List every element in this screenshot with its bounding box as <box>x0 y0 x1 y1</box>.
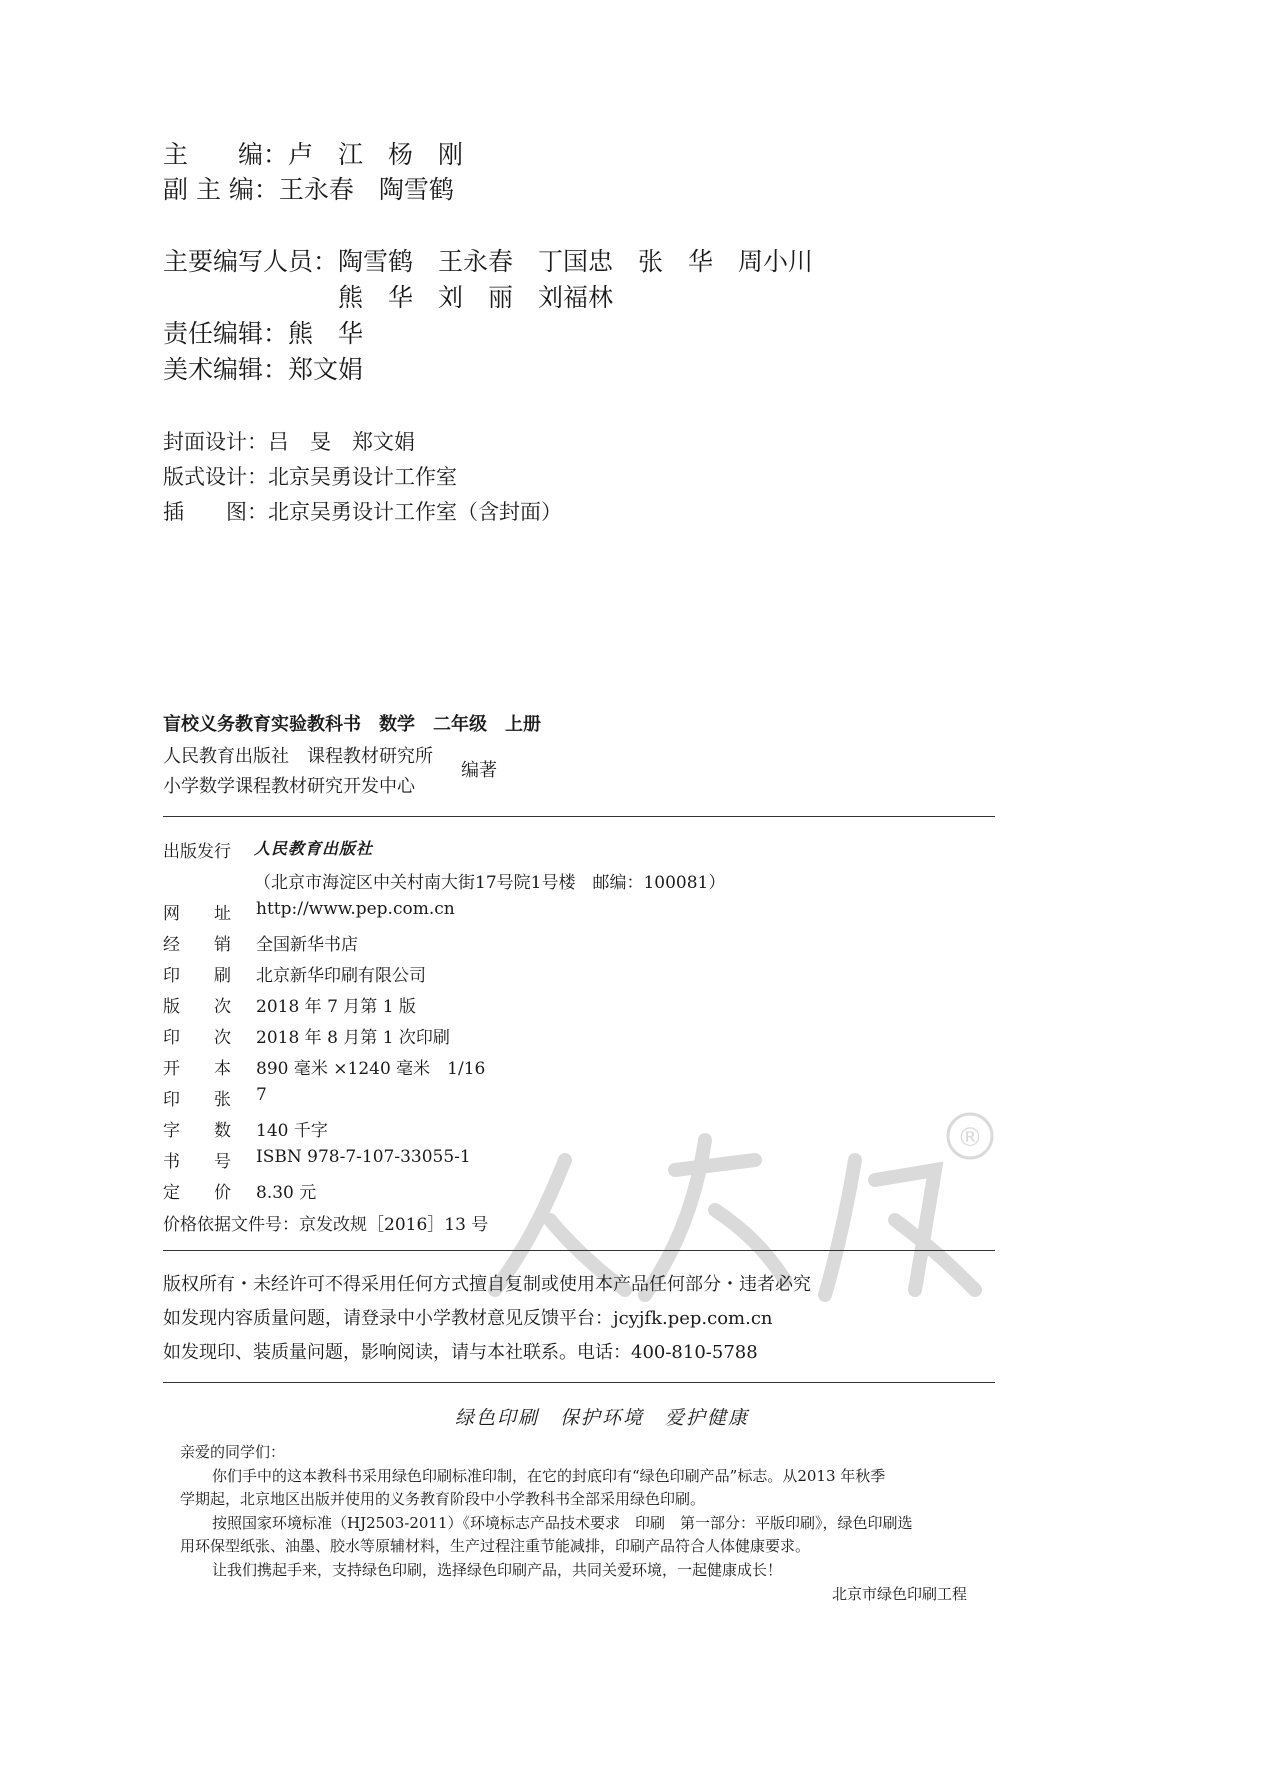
publisher-logo: 人民教育出版社 <box>254 839 374 858</box>
letter-p1a: 你们手中的这本教科书采用绿色印刷标准印制，在它的封底印有“绿色印刷产品”标志。从2013 年秋季 <box>212 1467 886 1485</box>
cover-design-label: 封面设计： <box>163 430 268 454</box>
imprint-key: 经 销 <box>163 935 231 955</box>
imprint-key: 网 址 <box>163 904 231 924</box>
letter-greeting: 亲爱的同学们： <box>180 1443 286 1461</box>
registered-mark: ® <box>957 1123 983 1153</box>
art-editor-line <box>163 355 363 385</box>
layout-design-label: 版式设计： <box>163 465 268 489</box>
cover-design-line <box>163 428 415 456</box>
main-writers-label: 主要编写人员： <box>163 247 339 276</box>
illustration-line <box>163 498 562 526</box>
deputy-editor-value: 王永春 陶雪鹤 <box>278 175 454 204</box>
imprint-key: 印 张 <box>163 1090 231 1110</box>
illustration-value: 北京吴勇设计工作室（含封面） <box>268 500 562 524</box>
letter-p3: 让我们携起手来，支持绿色印刷，选择绿色印刷产品，共同关爱环境，一起健康成长！ <box>212 1561 783 1579</box>
imprint-value: 2018 年 7 月第 1 版 <box>256 997 416 1017</box>
letter-p2a: 按照国家环境标准（HJ2503-2011）《环境标志产品技术要求 印刷 第一部分：平版印刷》，绿色印刷选 <box>212 1514 913 1532</box>
imprint-value: 北京新华印刷有限公司 <box>256 966 426 986</box>
copyright-line-3: 如发现印、装质量问题，影响阅读，请与本社联系。电话：400-810-5788 <box>163 1342 758 1363</box>
imprint-key: 字 数 <box>163 1121 231 1141</box>
deputy-editor-label: 副 主 编： <box>163 175 279 204</box>
illustration-label: 插 图： <box>163 500 268 524</box>
letter-signature: 北京市绿色印刷工程 <box>832 1585 968 1603</box>
green-printing-title: 绿色印刷 保护环境 爱护健康 <box>455 1407 750 1429</box>
cover-design-value: 吕 旻 郑文娟 <box>268 430 415 454</box>
layout-design-value: 北京吴勇设计工作室 <box>268 465 457 489</box>
imprint-value: 7 <box>256 1085 267 1105</box>
chief-editor-line <box>163 140 463 170</box>
publisher-line-1: 人民教育出版社 课程教材研究所 <box>163 746 433 767</box>
publisher-address: （北京市海淀区中关村南大街17号院1号楼 邮编：100081） <box>254 873 726 893</box>
chief-editor-value: 卢 江 杨 刚 <box>288 140 464 169</box>
layout-design-line <box>163 463 457 491</box>
imprint-key: 开 本 <box>163 1059 231 1079</box>
imprint-value: ISBN 978-7-107-33055-1 <box>256 1147 471 1167</box>
divider-top <box>163 816 995 817</box>
copyright-line-1: 版权所有・未经许可不得采用任何方式擅自复制或使用本产品任何部分・违者必究 <box>163 1274 811 1295</box>
main-writers-value-1: 陶雪鹤 王永春 丁国忠 张 华 周小川 <box>338 247 814 276</box>
responsible-editor-value: 熊 华 <box>288 319 364 348</box>
responsible-editor-label: 责任编辑： <box>163 319 289 348</box>
publisher-line-2: 小学数学课程教材研究开发中心 <box>163 776 415 797</box>
price-basis: 价格依据文件号：京发改规［2016］13 号 <box>163 1215 489 1235</box>
responsible-editor-line <box>163 319 363 349</box>
copyright-line-2: 如发现内容质量问题，请登录中小学教材意见反馈平台：jcyjfk.pep.com.cn <box>163 1308 773 1329</box>
divider-middle <box>163 1250 995 1251</box>
divider-bottom <box>163 1382 995 1383</box>
main-writers-value-2: 熊 华 刘 丽 刘福林 <box>338 283 614 312</box>
publisher-label: 出版发行 <box>163 842 231 862</box>
art-editor-label: 美术编辑： <box>163 355 289 384</box>
imprint-key: 印 刷 <box>163 966 231 986</box>
imprint-value: 全国新华书店 <box>256 935 358 955</box>
imprint-key: 版 次 <box>163 997 231 1017</box>
chief-editor-label: 主 编： <box>163 140 289 169</box>
imprint-key: 书 号 <box>163 1152 231 1172</box>
letter-p1b: 学期起，北京地区出版并使用的义务教育阶段中小学教科书全部采用绿色印刷。 <box>180 1490 706 1508</box>
imprint-key: 定 价 <box>163 1183 231 1203</box>
letter-p2b: 用环保型纸张、油墨、胶水等原辅材料，生产过程注重节能减排，印刷产品符合人体健康要求。 <box>180 1537 811 1555</box>
imprint-value: 8.30 元 <box>256 1183 317 1203</box>
imprint-value: http://www.pep.com.cn <box>256 899 455 919</box>
imprint-value: 2018 年 8 月第 1 次印刷 <box>256 1028 450 1048</box>
authorship-label: 编著 <box>461 760 497 781</box>
deputy-editor-line <box>163 175 454 205</box>
imprint-value: 140 千字 <box>256 1121 328 1141</box>
art-editor-value: 郑文娟 <box>288 355 364 384</box>
imprint-value: 890 毫米 ×1240 毫米 1/16 <box>256 1059 486 1079</box>
main-writers-line <box>163 247 813 277</box>
book-title: 盲校义务教育实验教科书 数学 二年级 上册 <box>163 714 541 735</box>
imprint-key: 印 次 <box>163 1028 231 1048</box>
